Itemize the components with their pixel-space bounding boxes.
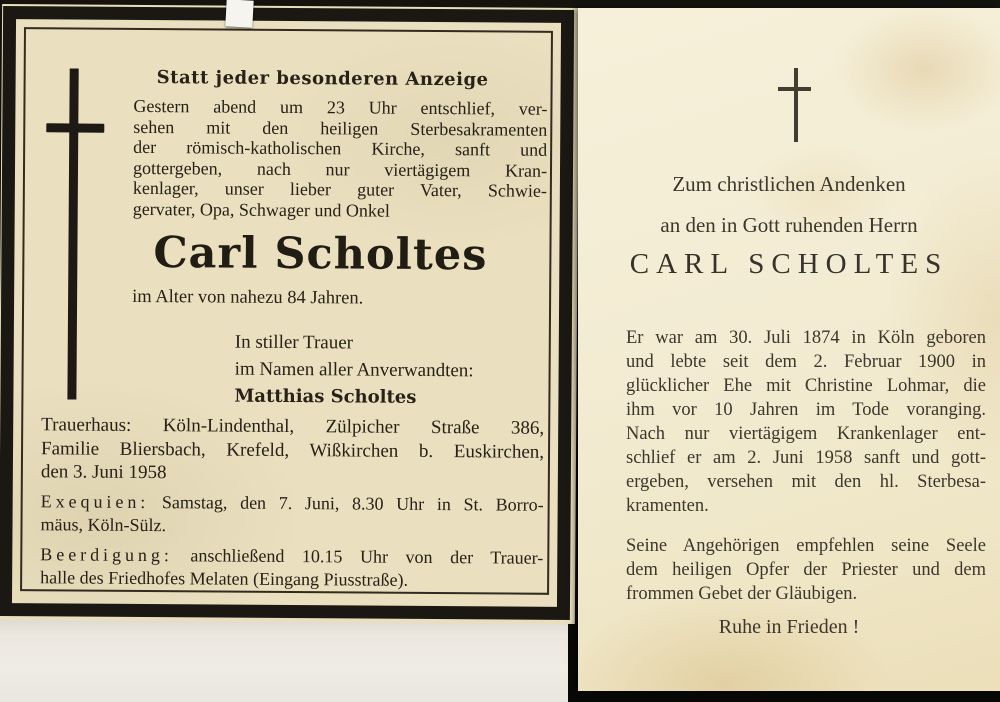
commendation-line: dem heiligen Opfer der Priester und dem	[626, 560, 986, 580]
trauerhaus-block	[41, 413, 544, 487]
biography-line: und lebte seit dem 2. Februar 1900 in	[626, 352, 986, 372]
clipping-intro-paragraph	[133, 96, 548, 222]
biography-paragraph	[626, 326, 986, 518]
intro-line: kenlager, unser lieber guter Vater, Schwie-	[132, 177, 547, 201]
clipping-inner-frame	[20, 27, 553, 595]
intro-line: Gestern abend um 23 Uhr entschlief, ver-	[133, 95, 548, 119]
biography-line: schlief er am 2. Juni 1958 sanft und gott-	[626, 448, 986, 468]
beerdigung-label: Beerdigung:	[40, 543, 173, 565]
deceased-name: CARL SCHOLTES	[629, 248, 949, 280]
exequien-text: Samstag, den 7. Juni, 8.30 Uhr in St. Borro-	[161, 491, 544, 515]
dedication-line: an den in Gott ruhenden Herrn	[660, 213, 918, 237]
beerdigung-line	[40, 543, 543, 570]
trauerhaus-line: Trauerhaus: Köln-Lindenthal, Zülpicher Straße 386,	[41, 414, 545, 439]
exequien-line	[41, 490, 544, 517]
intro-line: der römisch-katholischen Kirche, sanft und	[133, 136, 548, 160]
beerdigung-text: anschließend 10.15 Uhr von der Trauer-	[190, 544, 544, 568]
biography-line: glücklicher Ehe mit Christine Lohmar, die	[626, 376, 986, 396]
exequien-block	[40, 490, 543, 541]
cross-icon	[26, 29, 551, 33]
commendation-paragraph	[626, 534, 986, 606]
commendation-line: frommen Gebet der Gläubigen.	[626, 584, 858, 604]
biography-line: Er war am 30. Juli 1874 in Köln geboren	[626, 328, 986, 348]
mourning-block	[234, 331, 546, 411]
intro-line: gervater, Opa, Schwager und Onkel	[132, 198, 390, 221]
dedication-line: Zum christlichen Andenken	[672, 172, 906, 196]
exequien-line: mäus, Köln-Sülz.	[40, 514, 167, 536]
clipping-outer-frame	[0, 6, 574, 620]
intro-line: sehen mit den heiligen Sterbesakramenten	[133, 116, 548, 140]
mourning-line: im Namen aller Anverwandten:	[234, 358, 474, 382]
trauerhaus-line: Familie Bliersbach, Krefeld, Wißkirchen b. Euskirchen,	[40, 437, 545, 463]
deceased-name: Carl Scholtes	[153, 228, 488, 281]
biography-line: ergeben, versehen mit den hl. Sterbesa-	[626, 472, 986, 492]
biography-line: Nach nur viertägigem Krankenlager ent-	[626, 424, 986, 444]
beerdigung-line: halle des Friedhofes Melaten (Eingang Piusstraße).	[40, 567, 409, 590]
commendation-line: Seine Angehörigen empfehlen seine Seele	[626, 536, 986, 556]
age-line: im Alter von nahezu 84 Jahren.	[132, 286, 364, 309]
white-paper-tab	[225, 0, 253, 28]
obituary-clipping	[0, 4, 579, 624]
mourner-name: Matthias Scholtes	[234, 385, 417, 408]
beerdigung-block	[40, 543, 543, 594]
biography-line: ihm vor 10 Jahren im Tode voranging.	[626, 400, 986, 420]
intro-line: gottergeben, nach nur viertägigem Kran-	[132, 157, 548, 181]
backing-paper	[0, 617, 568, 702]
biography-line: kramenten.	[626, 496, 709, 516]
memorial-card	[578, 8, 1000, 691]
trauerhaus-line: den 3. Juni 1958	[40, 461, 167, 484]
clipping-header: Statt jeder besonderen Anzeige	[156, 67, 489, 91]
mourning-line: In stiller Trauer	[234, 331, 354, 354]
exequien-label: Exequien:	[40, 490, 150, 512]
closing-line: Ruhe in Frieden !	[718, 616, 860, 638]
